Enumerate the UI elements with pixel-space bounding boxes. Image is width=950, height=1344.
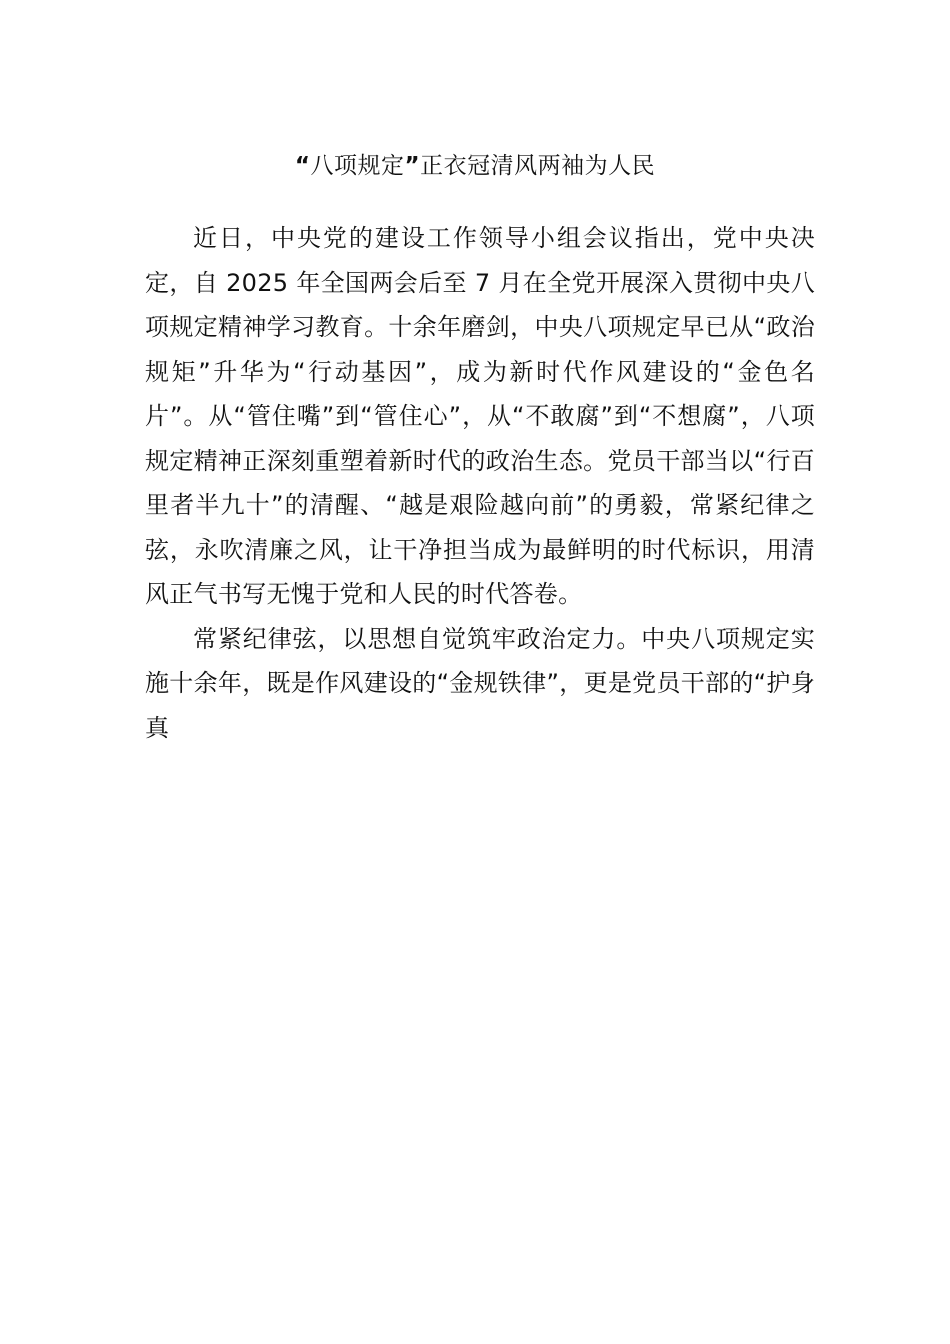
title-close-quote: ” [404, 153, 421, 179]
paragraph: 常紧纪律弦，以思想自觉筑牢政治定力。中央八项规定实施十余年，既是作风建设的“金规铁律”，更是党员干部的“护身真 [145, 624, 815, 742]
document-title [0, 146, 950, 186]
title-open-quote: “ [294, 153, 311, 179]
title-quoted-phrase: 八项规定 [310, 153, 405, 179]
title-rest: 正衣冠清风两袖为人民 [420, 153, 656, 179]
paragraph: 近日，中央党的建设工作领导小组会议指出，党中央决定，自 2025 年全国两会后至 7 月在全党开展深入贯彻中央八项规定精神学习教育。十余年磨剑，中央八项规定早已从“政治规矩”升华为“行动基因”，成为新时代作风建设的“金色名片”。从“管住嘴”到“管住心”，从“不敢腐”到“不想腐”，八项规定精神正深刻重塑着新时代的政治生态。党员干部当以“行百里者半九十”的清醒、“越是艰险越向前”的勇毅，常紧纪律之弦，永吹清廉之风，让干净担当成为最鲜明的时代标识，用清风正气书写无愧于党和人民的时代答卷。 [145, 224, 815, 608]
document-body [145, 216, 815, 750]
